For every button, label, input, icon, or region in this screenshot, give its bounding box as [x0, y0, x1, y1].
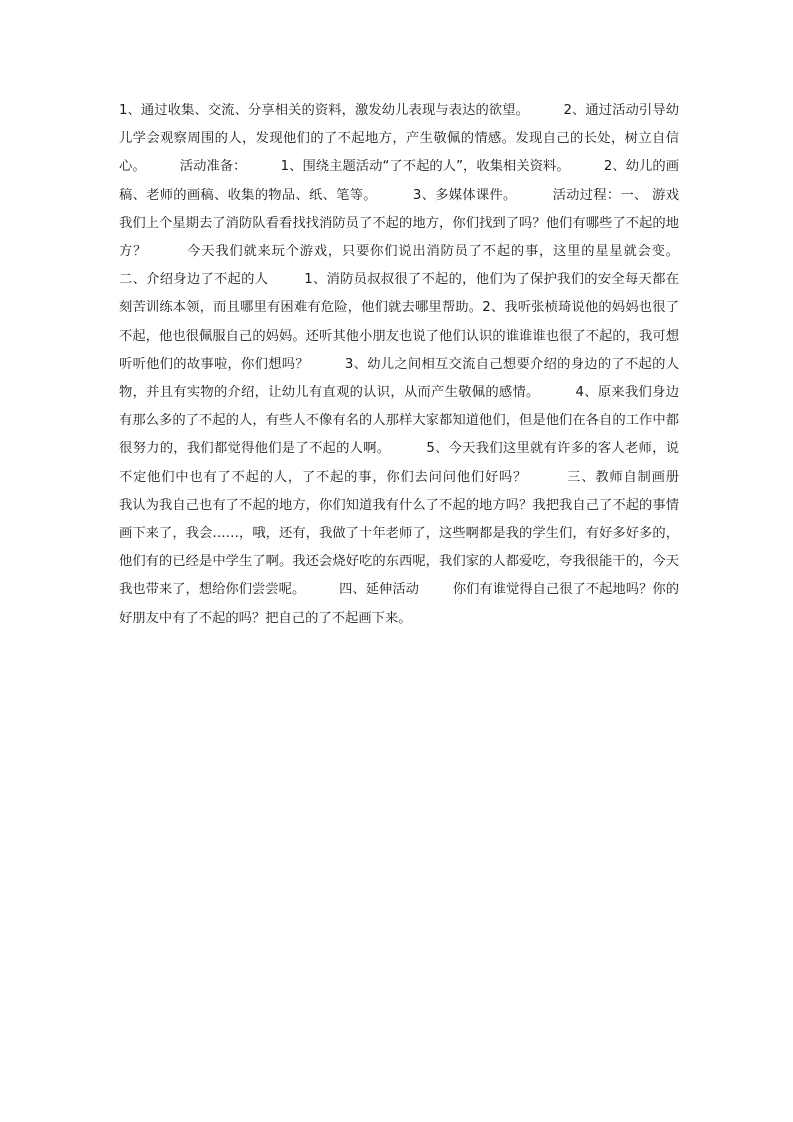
- body-paragraph: 1、通过收集、交流、分享相关的资料，激发幼儿表现与表达的欲望。 2、通过活动引导幼儿学会观察周围的人，发现他们的了不起地方，产生敬佩的情感。发现自己的长处，树立自信心。 活动准备： 1、围绕主题活动“了不起的人”，收集相关资料。 2、幼儿的画稿、老师的画稿、收集的物品、纸、笔等。 3、多媒体课件。 活动过程：一、 游戏 我们上个星期去了消防队看看找找消防员了不起的地方，你们找到了吗？他们有哪些了不起的地方？ 今天我们就来玩个游戏，只要你们说出消防员了不起的事，这里的星星就会变。 二、介绍身边了不起的人 1、消防员叔叔很了不起的，他们为了保护我们的安全每天都在刻苦训练本领，而且哪里有困难有危险，他们就去哪里帮助。2、我听张桢琦说他的妈妈也很了不起，他也很佩服自己的妈妈。还听其他小朋友也说了他们认识的谁谁谁也很了不起的，我可想听听他们的故事啦，你们想吗？ 3、幼儿之间相互交流自己想要介绍的身边的了不起的人物，并且有实物的介绍，让幼儿有直观的认识，从而产生敬佩的感情。 4、原来我们身边有那么多的了不起的人，有些人不像有名的人那样大家都知道他们，但是他们在各自的工作中都很努力的，我们都觉得他们是了不起的人啊。 5、今天我们这里就有许多的客人老师，说不定他们中也有了不起的人，了不起的事，你们去问问他们好吗？ 三、教师自制画册 我认为我自己也有了不起的地方，你们知道我有什么了不起的地方吗？我把我自己了不起的事情画下来了，我会……，哦，还有，我做了十年老师了，这些啊都是我的学生们，有好多好多的，他们有的已经是中学生了啊。我还会烧好吃的东西呢，我们家的人都爱吃，夸我很能干的，今天我也带来了，想给你们尝尝呢。 四、延伸活动 你们有谁觉得自己很了不起地吗？你的好朋友中有了不起的吗？把自己的了不起画下来。: [119, 103, 713, 626]
